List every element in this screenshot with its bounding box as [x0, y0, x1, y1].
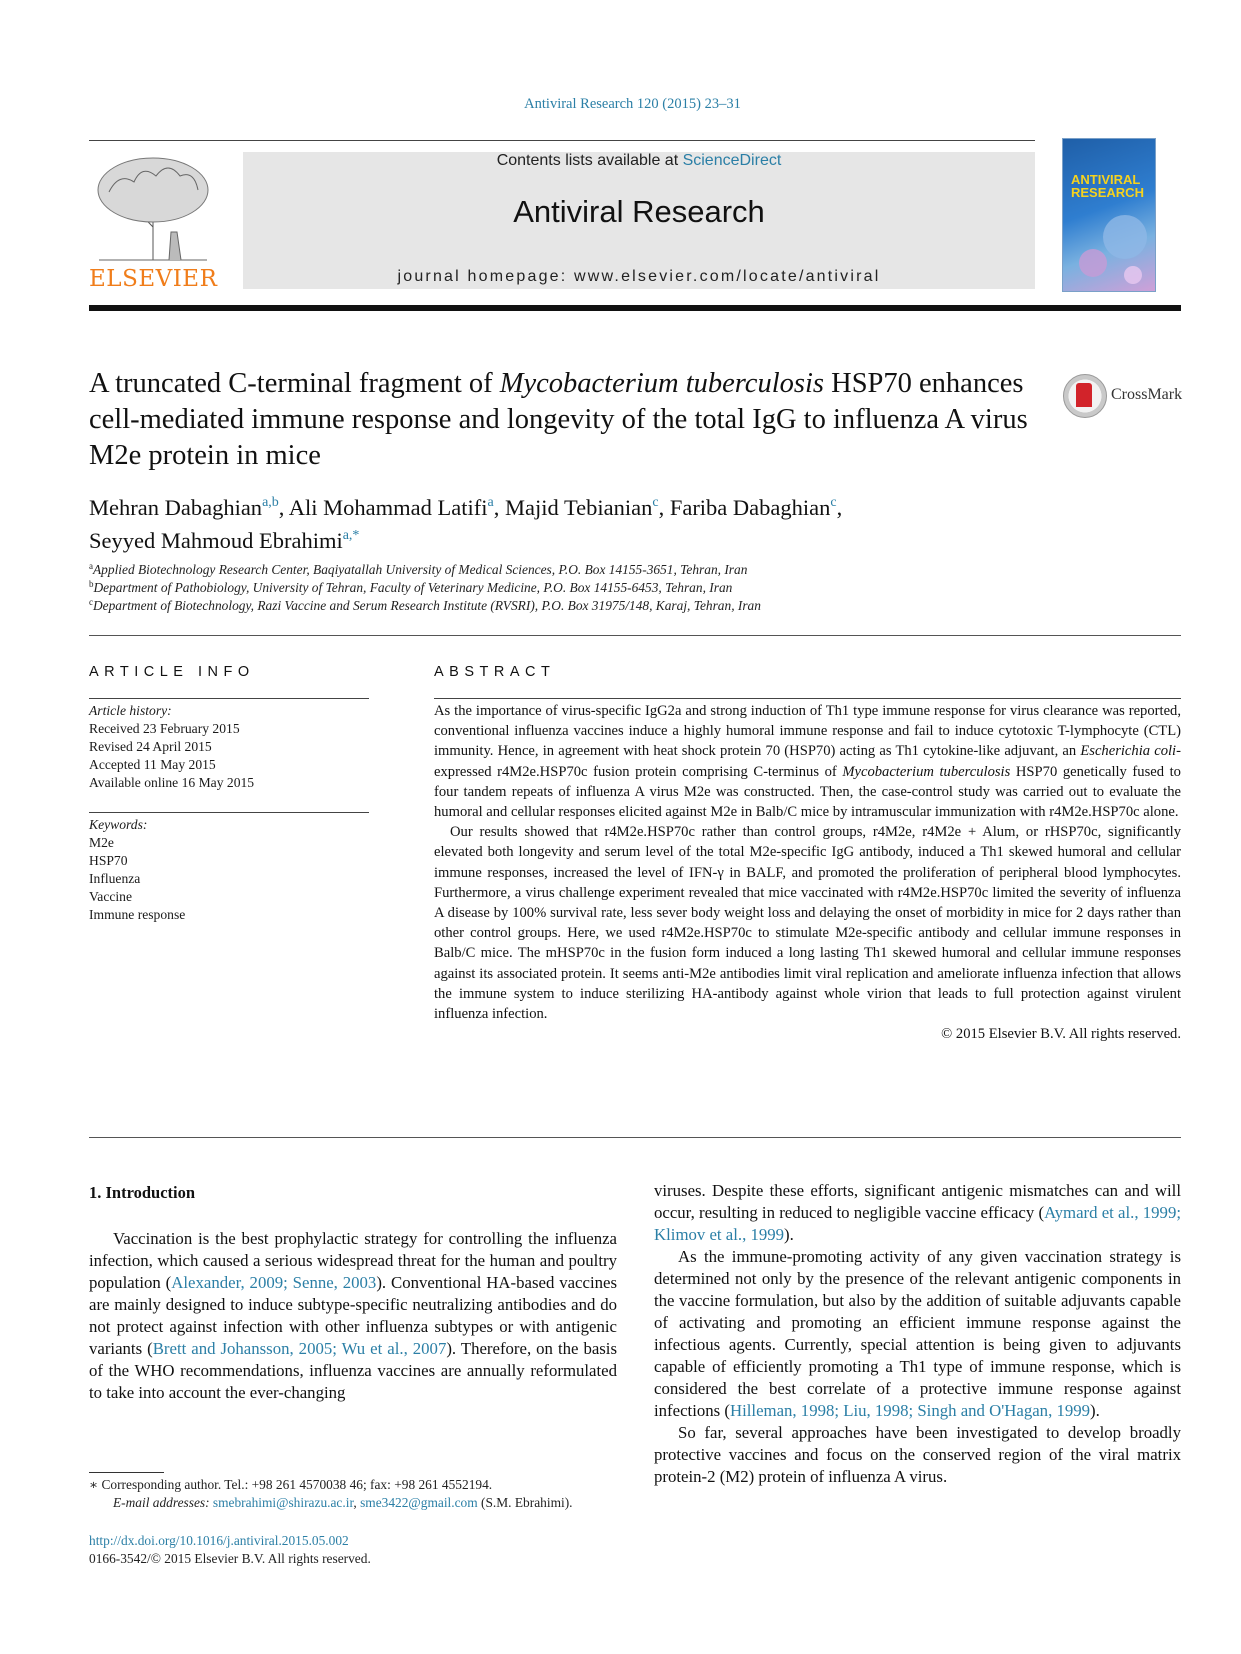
- contents-prefix: Contents lists available at: [496, 152, 683, 169]
- citation-link[interactable]: Hilleman, 1998; Liu, 1998; Singh and O'Hagan, 1999: [729, 1401, 1091, 1420]
- affiliation: $^c$Department of Biotechnology, Razi Vaccine and Serum Research Institute (RVSRI), P.O. Box 31975/148, Karaj, Tehran, Iran: [89, 597, 761, 613]
- doi-block: [89, 1532, 629, 1568]
- body-paragraph: As the immune-promoting activity of any given vaccination strategy is determined not only by the presence of the relevant antigenic components in the vaccine formulation, but also by the addition of suitable adjuvants capable of activating and promoting an efficient immune response against the infectious agents. Currently, special attention is being given to adjuvants capable of efficiently promoting a Th1 type of immune response, which is considered the best correlate of a protective immune response against infections (Hilleman, 1998; Liu, 1998; Singh and O'Hagan, 1999).: [654, 1247, 1181, 1420]
- journal-name: Antiviral Research: [513, 194, 765, 229]
- footnote-rule: [89, 1472, 164, 1473]
- author: Ali Mohammad Latifi$^a$,: [288, 495, 505, 520]
- abstract-rule: [434, 698, 1181, 699]
- journal-homepage-link[interactable]: journal homepage: www.elsevier.com/locate/antiviral: [397, 268, 881, 285]
- body-paragraph: So far, several approaches have been investigated to develop broadly protective vaccines and focus on the conserved region of the viral matrix protein-2 (M2) protein of influenza A virus.: [654, 1423, 1181, 1486]
- history-item: Available online 16 May 2015: [89, 775, 255, 790]
- keyword: Vaccine: [89, 889, 133, 904]
- email-link[interactable]: sme3422@gmail.com: [360, 1495, 478, 1510]
- keywords-rule: [89, 812, 369, 813]
- crossmark-label: CrossMark: [1111, 386, 1183, 403]
- journal-cover-image[interactable]: [1062, 138, 1156, 292]
- section-heading-introduction: 1. Introduction: [89, 1183, 196, 1202]
- article-title: [89, 366, 1029, 474]
- citation-link[interactable]: Alexander, 2009; Senne, 2003: [171, 1273, 377, 1292]
- article-history: [89, 702, 369, 792]
- author: Mehran Dabaghian$^{a,b}$,: [89, 495, 289, 520]
- author: Seyyed Mahmoud Ebrahimi$^{a,*}$: [89, 528, 360, 553]
- sciencedirect-link[interactable]: ScienceDirect: [682, 152, 782, 169]
- abstract-heading: ABSTRACT: [434, 664, 556, 680]
- citation-link[interactable]: Brett and Johansson, 2005; Wu et al., 2007: [152, 1339, 447, 1358]
- title-part-1: A truncated C-terminal fragment of: [89, 368, 500, 399]
- history-item: Revised 24 April 2015: [89, 739, 212, 754]
- history-label: Article history:: [89, 703, 172, 718]
- body-column-left: [89, 1228, 617, 1404]
- cover-title: ANTIVIRAL RESEARCH: [1071, 172, 1144, 200]
- citation-link[interactable]: Aymard et al., 1999; Klimov et al., 1999: [654, 1203, 1181, 1244]
- author-affil-link[interactable]: a: [487, 495, 494, 510]
- header-thick-rule: [89, 305, 1181, 311]
- section-rule: [89, 635, 1181, 636]
- elsevier-tree-icon: [89, 152, 217, 262]
- elsevier-logo: [89, 152, 217, 292]
- author-list: [89, 491, 1089, 557]
- abstract-bottom-rule: [89, 1137, 1181, 1138]
- email-link[interactable]: smebrahimi@shirazu.ac.ir: [212, 1495, 354, 1510]
- affiliation: $^a$Applied Biotechnology Research Center, Baqiyatallah University of Medical Sciences, P.O. Box 14155-3651, Tehran, Iran: [89, 561, 748, 577]
- journal-banner: [243, 152, 1035, 289]
- doi-link[interactable]: http://dx.doi.org/10.1016/j.antiviral.2015.05.002: [89, 1533, 349, 1548]
- crossmark-bookmark-icon: [1076, 383, 1092, 407]
- abstract-paragraph: Our results showed that r4M2e.HSP70c rather than control groups, r4M2e, r4M2e + Alum, or rHSP70c, significantly elevated both longevity and serum level of the total M2e-specific IgG antibody, induced a Th1 skewed humoral and cellular immune responses, increased the level of IFN-γ in BALF, and promoted the proliferation of peripheral blood lymphocytes. Furthermore, a virus challenge experiment revealed that mice vaccinated with r4M2e.HSP70c limited the severity of influenza A disease by 100% survival rate, less sever body weight loss and delaying the onset of morbidity in mice for 2 days rather than other control groups. Here, we used r4M2e.HSP70c to stimulate M2e-specific antibody and cellular immune responses in Balb/C mice. The mHSP70c in the fusion form induced a long lasting Th1 skewed humoral and cellular immune responses against its associated protein. It seems anti-M2e antibodies limit viral replication and ameliorate influenza infection that allows the immune system to induce sterilizing HA-antibody against whole virion that leads to full protection against virulent influenza infection.: [434, 824, 1181, 1023]
- body-paragraph: Vaccination is the best prophylactic strategy for controlling the influenza infection, which caused a serious widespread threat for the human and poultry population (Alexander, 2009; Senne, 2003). Conventional HA-based vaccines are mainly designed to induce subtype-specific neutralizing antibodies and do not protect against infection with other influenza subtypes or with antigenic variants (Brett and Johansson, 2005; Wu et al., 2007). Therefore, on the basis of the WHO recommendations, influenza vaccines are annually reformulated to take into account the ever-changing: [89, 1229, 618, 1402]
- body-paragraph: viruses. Despite these efforts, significant antigenic mismatches can and will occur, resulting in reduced to negligible vaccine efficacy (Aymard et al., 1999; Klimov et al., 1999).: [654, 1181, 1181, 1244]
- author: Majid Tebianian$^c$,: [504, 495, 670, 520]
- history-item: Received 23 February 2015: [89, 721, 240, 736]
- title-italic: Mycobacterium tuberculosis: [499, 368, 824, 399]
- issn-line: 0166-3542/© 2015 Elsevier B.V. All rights reserved.: [89, 1551, 371, 1566]
- corresponding-author-note: ∗ Corresponding author. Tel.: +98 261 4570038 46; fax: +98 261 4552194.: [89, 1477, 493, 1492]
- abstract-paragraph: As the importance of virus-specific IgG2a and strong induction of Th1 type immune response for virus clearance was reported, conventional influenza vaccines induce a highly humoral immune response and fail to induce cytotoxic T-lymphocyte (CTL) immunity. Hence, in agreement with heat shock protein 70 (HSP70) acting as Th1 cytokine-like adjuvant, an Escherichia coli-expressed r4M2e.HSP70c fusion protein comprising C-terminus of Mycobacterium tuberculosis HSP70 genetically fused to four tandem repeats of influenza A virus M2e was constructed. Then, the case-control study was carried out to evaluate the humoral and cellular responses elicited against M2e in Balb/C mice by intramuscular immunization with r4M2e.HSP70c alone.: [434, 703, 1181, 821]
- author-affil-link[interactable]: c: [652, 495, 659, 510]
- contents-line: [243, 152, 1035, 170]
- title-part-2: HSP70 enhances cell-mediated immune response and longevity of the total IgG to influenza A virus M2e protein in mice: [89, 368, 1028, 471]
- keywords-label: Keywords:: [89, 817, 148, 832]
- abstract-body: [434, 701, 1181, 1044]
- article-info-rule: [89, 698, 369, 699]
- author-affil-link[interactable]: a,*: [342, 528, 360, 543]
- header-rule: [89, 140, 1035, 141]
- keyword: Immune response: [89, 907, 186, 922]
- abstract-copyright: © 2015 Elsevier B.V. All rights reserved.: [941, 1026, 1181, 1043]
- footnote: [89, 1476, 629, 1512]
- history-item: Accepted 11 May 2015: [89, 757, 216, 772]
- author: Fariba Dabaghian$^c$,: [669, 495, 843, 520]
- email-line: E-mail addresses: smebrahimi@shirazu.ac.ir, sme3422@gmail.com (S.M. Ebrahimi).: [113, 1495, 573, 1510]
- elsevier-wordmark: ELSEVIER: [89, 266, 218, 292]
- body-column-right: [654, 1180, 1181, 1488]
- keyword: M2e: [89, 835, 114, 850]
- keyword: Influenza: [89, 871, 141, 886]
- affiliations: [89, 561, 1089, 615]
- affiliation: $^b$Department of Pathobiology, University of Tehran, Faculty of Veterinary Medicine, P.O. Box 14155-6453, Tehran, Iran: [89, 579, 733, 595]
- crossmark-badge[interactable]: [1063, 374, 1203, 418]
- article-info-heading: ARTICLE INFO: [89, 664, 255, 680]
- journal-citation-link[interactable]: Antiviral Research 120 (2015) 23–31: [524, 96, 741, 112]
- virus-illustration-icon: [1063, 139, 1155, 291]
- keywords: [89, 816, 369, 924]
- author-affil-link[interactable]: c: [830, 495, 837, 510]
- keyword: HSP70: [89, 853, 128, 868]
- author-affil-link[interactable]: a,b: [262, 495, 279, 510]
